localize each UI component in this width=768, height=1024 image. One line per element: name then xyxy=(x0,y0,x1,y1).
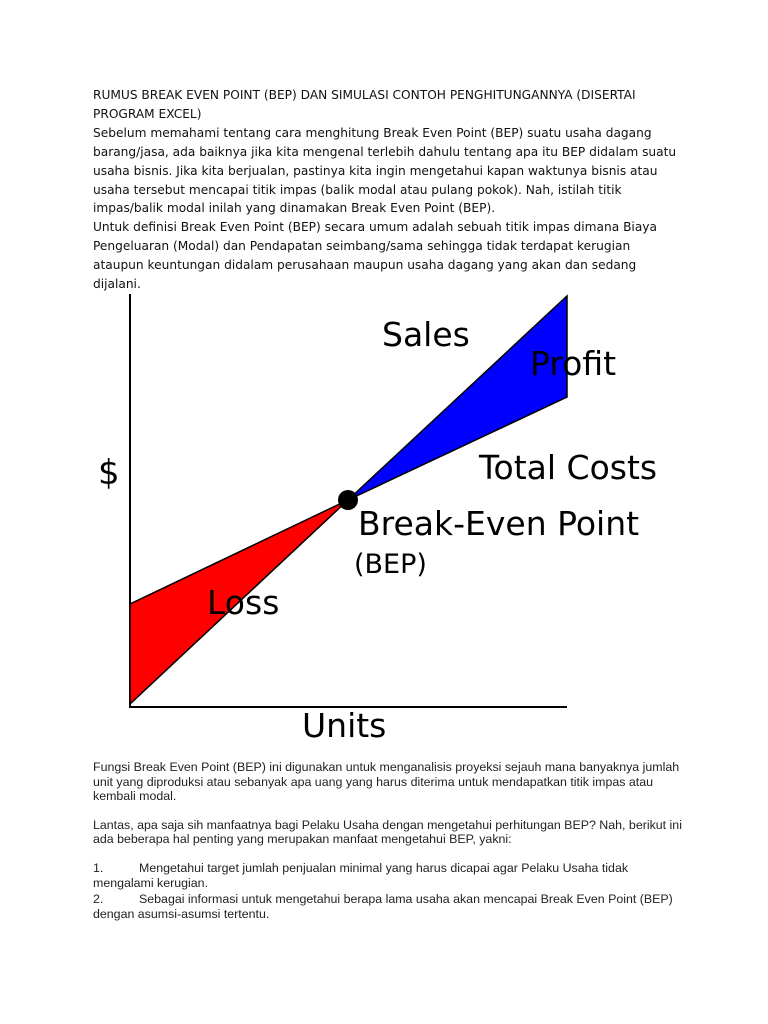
total-costs-label: Total Costs xyxy=(479,448,658,487)
break-even-chart xyxy=(90,286,690,746)
sales-label: Sales xyxy=(382,315,470,354)
list-item-number: 1. xyxy=(93,860,104,875)
intro-section xyxy=(93,86,683,294)
list-item-text: Mengetahui target jumlah penjualan minimal yang harus dicapai agar Pelaku Usaha tidak mengalami kerugian. xyxy=(93,860,629,890)
benefits-intro-paragraph: Lantas, apa saja sih manfaatnya bagi Pelaku Usaha dengan mengetahui perhitungan BEP? Nah, berikut ini ada beberapa hal penting yang merupakan manfaat mengetahui BEP, yakni: xyxy=(93,817,682,847)
benefits-section xyxy=(93,760,683,923)
intro-paragraph-2: Untuk definisi Break Even Point (BEP) secara umum adalah sebuah titik impas dimana Biaya Pengeluaran (Modal) dan Pendapatan seimbang/sama sehingga tidak terdapat kerugian ataupun keuntungan didalam perusahaan maupun usaha dagang yang akan dan sedang dijalani. xyxy=(93,220,657,292)
intro-paragraph-1: Sebelum memahami tentang cara menghitung Break Even Point (BEP) suatu usaha dagang barang/jasa, ada baiknya jika kita mengenal terlebih dahulu tentang apa itu BEP didalam suatu usaha bisnis. Jika kita berjualan, pastinya kita ingin mengetahui kapan waktunya bisnis atau usaha tersebut mencapai titik impas (balik modal atau pulang pokok). Nah, istilah titik impas/balik modal inilah yang dinamakan Break Even Point (BEP). xyxy=(93,125,677,216)
break-even-point-marker xyxy=(338,490,358,510)
list-item xyxy=(93,861,683,890)
bep-abbrev-label: (BEP) xyxy=(354,549,427,580)
function-paragraph: Fungsi Break Even Point (BEP) ini digunakan untuk menganalisis proyeksi sejauh mana banyaknya jumlah unit yang diproduksi atau sebanyak apa uang yang harus diterima untuk mendapatkan titik impas atau kembali modal. xyxy=(93,760,680,804)
break-even-chart-svg xyxy=(90,286,690,746)
x-axis-label: Units xyxy=(302,706,387,745)
list-item-number: 2. xyxy=(93,892,104,907)
document-title: RUMUS BREAK EVEN POINT (BEP) DAN SIMULASI CONTOH PENGHITUNGANNYA (DISERTAI PROGRAM EXCEL) xyxy=(93,88,636,121)
bep-label: Break-Even Point xyxy=(358,504,640,543)
profit-label: Profit xyxy=(530,344,617,383)
y-axis-label: $ xyxy=(98,453,120,493)
list-item xyxy=(93,892,683,921)
loss-label: Loss xyxy=(207,583,280,622)
list-item-text: Sebagai informasi untuk mengetahui berapa lama usaha akan mencapai Break Even Point (BEP) dengan asumsi-asumsi tertentu. xyxy=(93,892,673,921)
